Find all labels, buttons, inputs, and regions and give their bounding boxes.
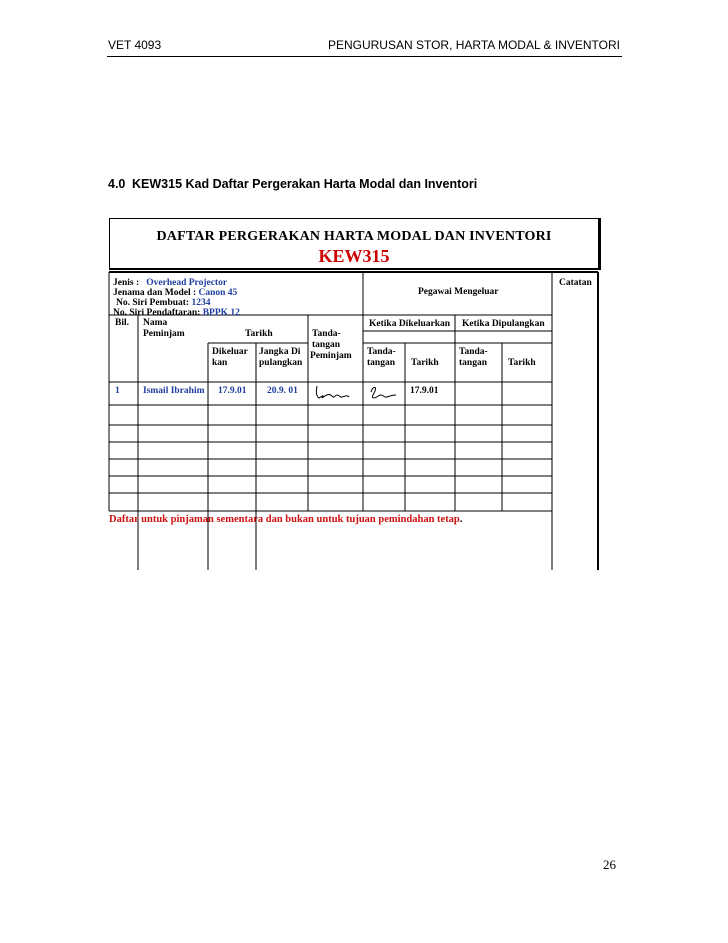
header-ketika-dipulangkan: Ketika Dipulangkan bbox=[462, 319, 545, 329]
jenis-label: Jenis : bbox=[113, 278, 140, 288]
row-bil: 1 bbox=[115, 386, 120, 396]
jenama-value: Canon 45 bbox=[198, 288, 238, 298]
signature-pegawai bbox=[368, 383, 404, 403]
siri-pembuat-label: No. Siri Pembuat: bbox=[116, 298, 190, 308]
header-sub-tarikh-in: Tarikh bbox=[508, 358, 536, 368]
row-jangka: 20.9. 01 bbox=[267, 386, 298, 396]
form-title: DAFTAR PERGERAKAN HARTA MODAL DAN INVENTORI bbox=[156, 229, 552, 244]
row-nama: Ismail Ibrahim bbox=[143, 386, 205, 396]
header-subject: PENGURUSAN STOR, HARTA MODAL & INVENTORI bbox=[327, 38, 620, 52]
section-title: KEW315 Kad Daftar Pergerakan Harta Modal dan Inventori bbox=[132, 177, 478, 191]
header-tanda-1: Tanda- bbox=[312, 329, 341, 339]
header-sub-tanda-out-1: Tanda- bbox=[367, 347, 396, 357]
header-pegawai: Pegawai Mengeluar bbox=[418, 287, 499, 297]
header-bil: Bil. bbox=[115, 318, 129, 328]
header-catatan: Catatan bbox=[559, 278, 592, 288]
jenama-label: Jenama dan Model : bbox=[113, 288, 197, 298]
header-dikeluar-2: kan bbox=[212, 358, 228, 368]
form-note-period: . bbox=[459, 514, 463, 525]
page-number: 26 bbox=[603, 857, 616, 872]
header-tanda-2: tangan bbox=[312, 340, 340, 350]
header-tanda-3: Peminjam bbox=[310, 351, 352, 361]
header-sub-tarikh-out: Tarikh bbox=[411, 358, 439, 368]
form-note-text: Daftar untuk pinjaman sementara dan bukan untuk tujuan pemindahan tetap bbox=[109, 514, 460, 525]
siri-pendaftaran-value: BPPK 12 bbox=[202, 308, 240, 318]
header-jangka-1: Jangka Di bbox=[259, 347, 301, 357]
header-ketika-dikeluarkan: Ketika Dikeluarkan bbox=[369, 319, 451, 329]
header-sub-tanda-in-2: tangan bbox=[459, 358, 487, 368]
section-number: 4.0 bbox=[108, 177, 126, 191]
header-dikeluar-1: Dikeluar bbox=[212, 347, 248, 357]
siri-pendaftaran-label: No. Siri Pendaftaran: bbox=[113, 308, 201, 318]
header-tarikh: Tarikh bbox=[245, 329, 273, 339]
header-nama-2: Peminjam bbox=[143, 329, 185, 339]
form-note bbox=[109, 514, 462, 525]
header-sub-tanda-in-1: Tanda- bbox=[459, 347, 488, 357]
header-jangka-2: pulangkan bbox=[259, 358, 303, 368]
row-dikeluarkan: 17.9.01 bbox=[218, 386, 247, 396]
signature-peminjam bbox=[313, 383, 359, 403]
form-code: KEW315 bbox=[318, 246, 390, 266]
row-tarikh-keluar: 17.9.01 bbox=[410, 386, 439, 396]
siri-pembuat-value: 1234 bbox=[191, 298, 211, 308]
header-sub-tanda-out-2: tangan bbox=[367, 358, 395, 368]
header-course: VET 4093 bbox=[108, 38, 162, 52]
field-siri-pendaftaran bbox=[113, 308, 240, 319]
header-nama-1: Nama bbox=[143, 318, 168, 328]
jenis-value: Overhead Projector bbox=[146, 278, 228, 288]
